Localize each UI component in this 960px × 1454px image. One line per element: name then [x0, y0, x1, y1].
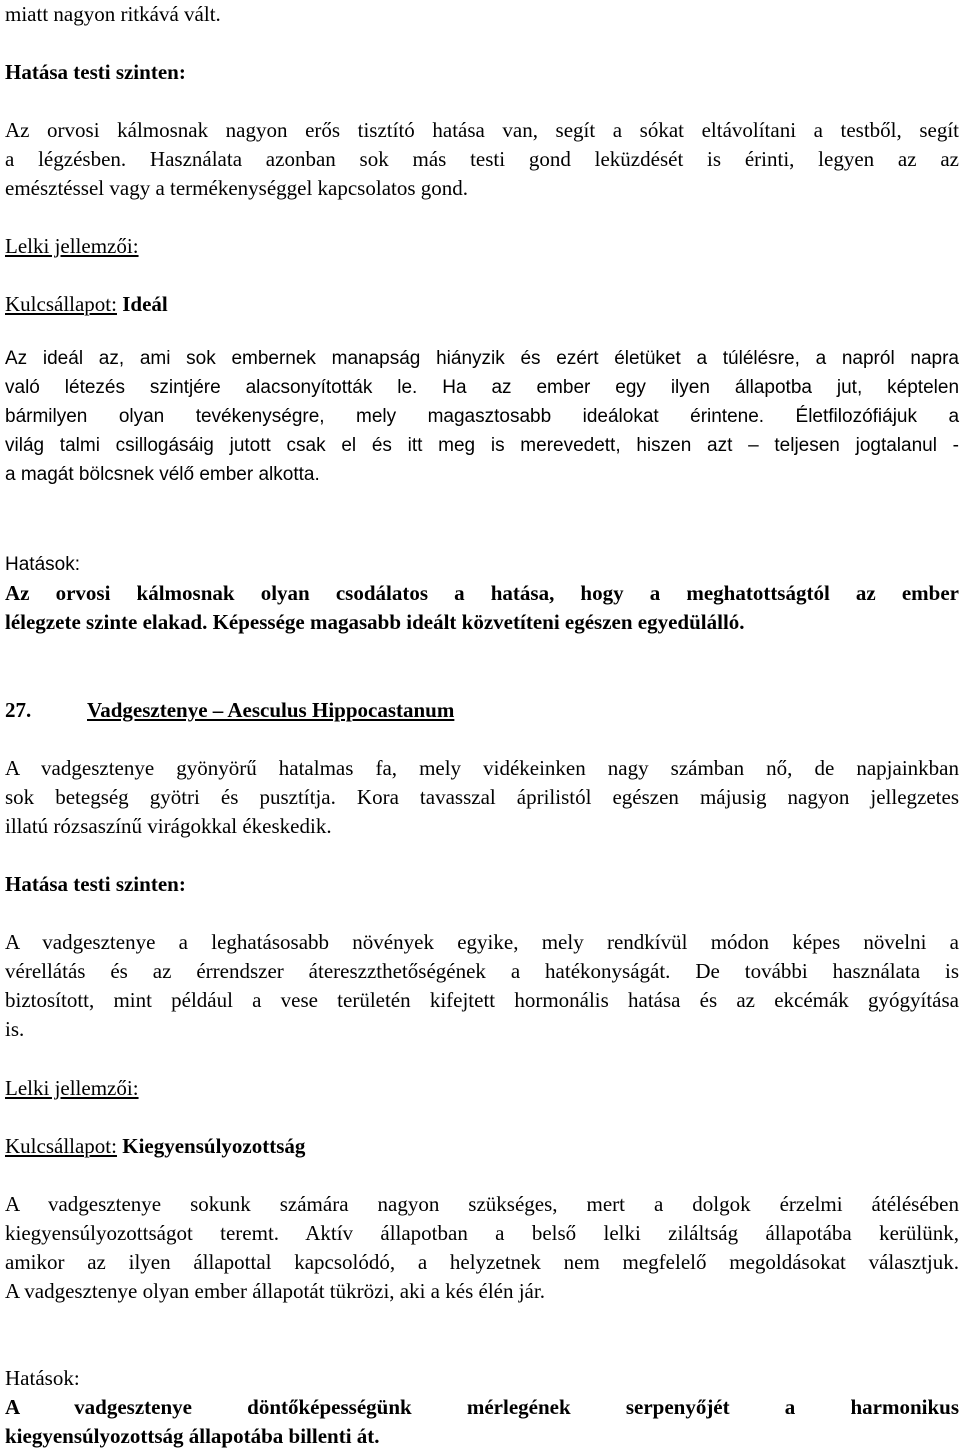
text-line: világ talmi csillogásáig jutott csak el és itt meg is merevedett, hiszen azt – teljesen jogtalanul -	[5, 435, 959, 456]
text-line: emésztéssel vagy a termékenységgel kapcsolatos gond.	[5, 176, 469, 200]
mental-traits-paragraph	[5, 344, 959, 489]
key-state-line	[5, 290, 959, 319]
text-line: illatú rózsaszínű virágokkal ékeskedik.	[5, 814, 332, 838]
text-line: sok betegség gyötri és pusztítja. Kora tavasszal áprilistól egészen májusig nagyon jellegzetes	[5, 785, 959, 809]
entry-number: 27.	[5, 698, 32, 722]
text-line: vérellátás és az érrendszer átereszzthetőségének a hatékonyságát. De további használata is	[5, 959, 959, 983]
intro-paragraph	[5, 754, 959, 841]
effects-heading	[5, 550, 959, 579]
effects-paragraph	[5, 579, 959, 637]
text-line: Az orvosi kálmosnak olyan csodálatos a hatása, hogy a meghatottságtól az ember	[5, 581, 959, 605]
mental-traits-paragraph	[5, 1190, 959, 1306]
text-line: bármilyen olyan tevékenységre, mely magasztosabb ideálokat érintene. Életfilozófiájuk a	[5, 406, 960, 427]
text-line: lélegzete szinte elakad. Képessége magasabb ideált közvetíteni egészen egyedülálló.	[5, 610, 745, 634]
section-heading: Lelki jellemzői:	[5, 1076, 139, 1100]
entry-name: Vadgesztenye – Aesculus Hippocastanum	[87, 698, 455, 722]
key-state-label: Kulcsállapot:	[5, 292, 117, 316]
text-line: kiegyensúlyozottságot teremt. Aktív állapotban a belső lelki ziláltság állapotába kerülünk,	[5, 1221, 959, 1245]
text-line: A vadgesztenye a leghatásosabb növények egyike, mely rendkívül módon képes növelni a	[5, 930, 959, 954]
text-line: Az orvosi kálmosnak nagyon erős tisztító hatása van, segít a sókat eltávolítani a testből, segít	[5, 118, 959, 142]
section-heading: Hatása testi szinten:	[5, 60, 186, 84]
text-line: kiegyensúlyozottság állapotába billenti át.	[5, 1424, 380, 1448]
text-line: A vadgesztenye sokunk számára nagyon szükséges, mert a dolgok érzelmi átélésében	[5, 1192, 959, 1216]
physical-effects-paragraph	[5, 928, 959, 1044]
effects-paragraph	[5, 1393, 959, 1451]
section-heading: Hatások:	[5, 554, 80, 575]
key-state-line	[5, 1132, 959, 1161]
text-line: a légzésben. Használata azonban sok más testi gond leküzdését is érinti, legyen az az	[5, 147, 959, 171]
text-line: is.	[5, 1017, 25, 1041]
physical-effects-heading	[5, 870, 959, 899]
text-line: miatt nagyon ritkává vált.	[5, 2, 221, 26]
text-line: biztosított, mint például a vese területén kifejtett hormonális hatása és az ekcémák gyógyítása	[5, 988, 959, 1012]
effects-heading	[5, 1364, 959, 1393]
text-line: A vadgesztenye olyan ember állapotát tükrözi, aki a kés élén jár.	[5, 1279, 545, 1303]
key-state-label: Kulcsállapot:	[5, 1134, 117, 1158]
continuation-paragraph	[5, 0, 959, 29]
text-line: amikor az ilyen állapottal kapcsolódó, a helyzetnek nem megfelelő megoldásokat választjuk.	[5, 1250, 959, 1274]
entry-title	[5, 696, 959, 725]
mental-traits-heading	[5, 1074, 959, 1103]
key-state-value: Kiegyensúlyozottság	[122, 1134, 306, 1158]
key-state-value: Ideál	[122, 292, 168, 316]
text-line: való létezés szintjére alacsonyították le. Ha az ember egy ilyen állapotba jut, képtelen	[5, 377, 960, 398]
text-line: a magát bölcsnek vélő ember alkotta.	[5, 464, 320, 485]
section-heading: Hatása testi szinten:	[5, 872, 186, 896]
section-heading: Lelki jellemzői:	[5, 234, 139, 258]
physical-effects-heading	[5, 58, 959, 87]
mental-traits-heading	[5, 232, 959, 261]
section-heading: Hatások:	[5, 1366, 80, 1390]
physical-effects-paragraph	[5, 116, 959, 203]
text-line: A vadgesztenye döntőképességünk mérlegének serpenyőjét a harmonikus	[5, 1395, 959, 1419]
text-line: A vadgesztenye gyönyörű hatalmas fa, mely vidékeinken nagy számban nő, de napjainkban	[5, 756, 959, 780]
text-line: Az ideál az, ami sok embernek manapság hiányzik és ezért életüket a túlélésre, a napról napra	[5, 348, 959, 369]
